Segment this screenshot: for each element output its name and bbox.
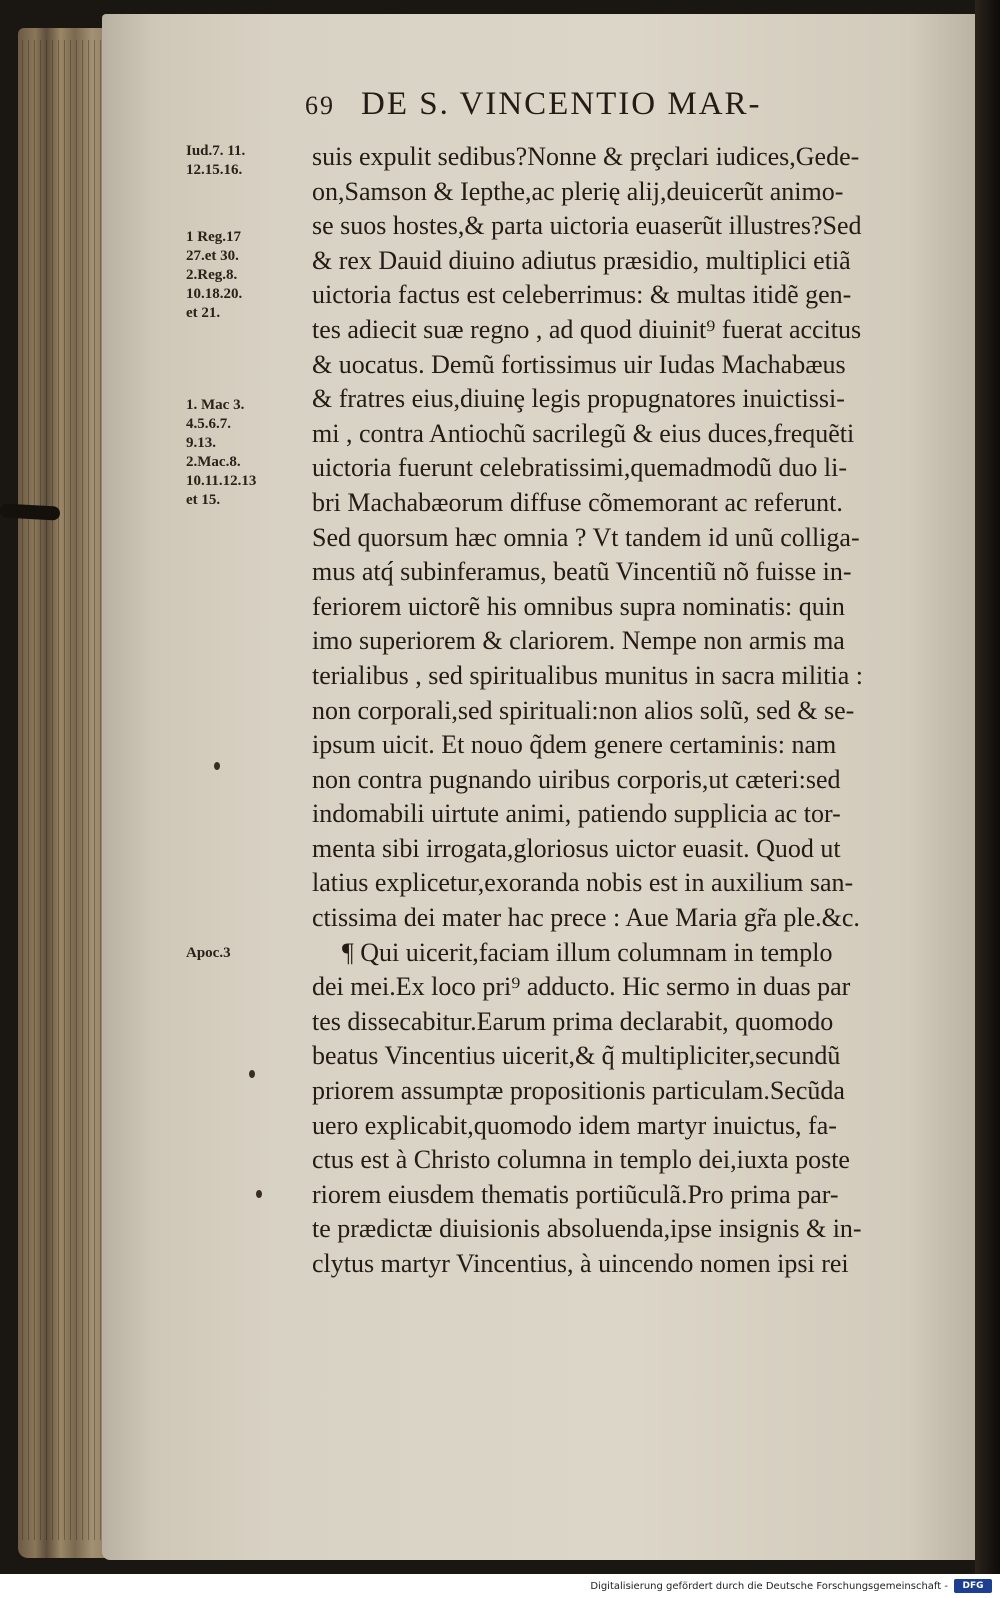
footer-bar — [0, 1574, 1000, 1598]
text-line: non contra pugnando uiribus corporis,ut cæteri:sed — [312, 764, 841, 794]
text-line: uero explicabit,quomodo idem martyr inuictus, fa- — [312, 1110, 837, 1140]
text-line: uictoria factus est celeberrimus: & multas itidẽ gen- — [312, 280, 852, 310]
running-title: DE S. VINCENTIO MAR- — [361, 86, 762, 122]
text-line: imo superiorem & clariorem. Nempe non armis ma — [312, 626, 845, 656]
text-line: latius explicetur,exoranda nobis est in auxilium san- — [312, 868, 854, 898]
ink-speck — [249, 1070, 255, 1078]
text-line: uictoria fuerunt celebratissimi,quemadmodũ duo li- — [312, 453, 848, 483]
running-header — [305, 86, 905, 134]
text-line: ¶ Qui uicerit,faciam illum columnam in templo — [342, 937, 833, 967]
bookmark-string — [0, 503, 60, 520]
text-line: tes dissecabitur.Earum prima declarabit, quomodo — [312, 1006, 834, 1036]
text-line: & fratres eius,diuinȩ legis propugnatores inuictissi- — [312, 384, 845, 414]
text-line: mi , contra Antiochũ sacrilegũ & eius duces,frequẽti — [312, 418, 855, 448]
text-line: bri Machabæorum diffuse cõmemorant ac referunt. — [312, 487, 843, 517]
text-line: ctus est à Christo columna in templo dei,iuxta poste — [312, 1145, 850, 1175]
text-line: suis expulit sedibus?Nonne & prȩclari iudices,Gede- — [312, 142, 860, 171]
text-line: & rex Dauid diuino adiutus præsidio, multiplici etiã — [312, 245, 851, 275]
text-line: indomabili uirtute animi, patiendo supplicia ac tor- — [312, 799, 841, 829]
text-line: & uocatus. Demũ fortissimus uir Iudas Machabæus — [312, 349, 846, 379]
text-line: ctissima dei mater hac prece : Aue Maria gr̃a ple.&c. — [312, 903, 860, 933]
ink-speck — [256, 1190, 262, 1198]
text-line: clytus martyr Vincentius, à uincendo nomen ipsi rei — [312, 1249, 849, 1278]
text-line: terialibus , sed spiritualibus munitus in sacra militia : — [312, 660, 863, 690]
text-line: se suos hostes,& parta uictoria euaserũt illustres?Sed — [312, 211, 862, 241]
body-text — [312, 140, 976, 1282]
text-line: mus atq́ subinferamus, beatũ Vincentiũ nõ fuisse in- — [312, 557, 852, 587]
text-line: tes adiecit suæ regno , ad quod diuinit⁹ fuerat accitus — [312, 314, 862, 344]
gutter-shadow — [975, 0, 1000, 1574]
text-line: te prædictæ diuisionis absoluenda,ipse insignis & in- — [312, 1214, 862, 1244]
text-line: dei mei.Ex loco pri⁹ adducto. Hic sermo in duas par — [312, 972, 851, 1002]
marginal-note-maccabees: 1. Mac 3. 4.5.6.7. 9.13. 2.Mac.8. 10.11.12.13 et 15. — [186, 397, 257, 508]
dfg-logo: DFG — [954, 1579, 992, 1593]
text-line: Sed quorsum hæc omnia ? Vt tandem id unũ colliga- — [312, 522, 860, 552]
text-line: non corporali,sed spirituali:non alios solũ, sed & se- — [312, 695, 855, 725]
text-line: riorem eiusdem thematis portiũculã.Pro prima par- — [312, 1179, 839, 1209]
text-line: priorem assumptæ propositionis particulam.Secũda — [312, 1076, 845, 1106]
text-line: menta sibi irrogata,gloriosus uictor euasit. Quod ut — [312, 833, 841, 863]
page-number: 69 — [305, 91, 335, 120]
text-line: beatus Vincentius uicerit,& q̃ multipliciter,secundũ — [312, 1041, 841, 1071]
ink-speck — [214, 762, 220, 770]
funding-credit: Digitalisierung gefördert durch die Deutsche Forschungsgemeinschaft - — [590, 1581, 948, 1592]
marginal-note-judges: Iud.7. 11. 12.15.16. — [186, 143, 246, 178]
text-line: ipsum uicit. Et nouo q̃dem genere certaminis: nam — [312, 730, 837, 760]
text-line: on,Samson & Iepthe,ac plerię alij,deuicerũt animo- — [312, 176, 844, 206]
text-line: feriorem uictorẽ his omnibus supra nominatis: quin — [312, 591, 845, 621]
marginal-note-kings: 1 Reg.17 27.et 30. 2.Reg.8. 10.18.20. et 21. — [186, 229, 243, 321]
page-edge-lines — [22, 40, 110, 1540]
marginal-note-apocalypse: Apoc.3 — [186, 945, 231, 961]
